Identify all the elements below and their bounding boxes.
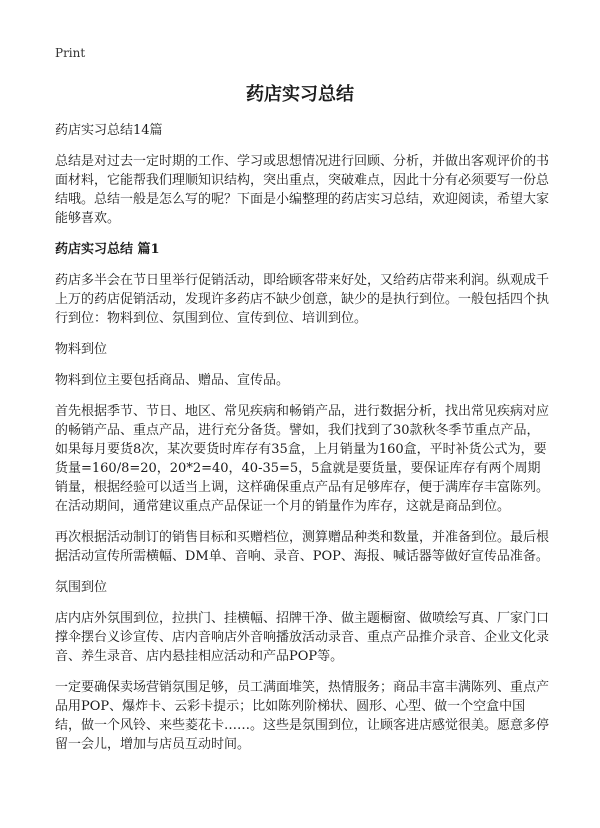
subtitle: 药店实习总结14篇 (55, 123, 163, 138)
page-title: 药店实习总结 (246, 84, 354, 105)
paragraph-service: 一定要确保卖场营销氛围足够，员工满面堆笑，热情服务；商品丰富丰满陈列、重点产品用POP、爆炸卡、云彩卡提示；比如陈列阶梯状、圆形、心型、做一个空盒中国结，做一个风铃、来些菱花卡……。这些是氛围到位，让顾客进店感觉很美。愿意多停留一会儿，增加与店员互动时间。 (55, 680, 550, 752)
paragraph-gifts: 再次根据活动制订的销售目标和买赠档位，测算赠品种类和数量，并准备到位。最后根据活动宣传所需横幅、DM单、音响、录音、POP、海报、喊话器等做好宣传品准备。 (55, 530, 550, 564)
paragraph-stocking: 首先根据季节、节日、地区、常见疾病和畅销产品，进行数据分析，找出常见疾病对应的畅销产品、重点产品，进行充分备货。譬如，我们找到了30款秋冬季节重点产品，如果每月要货8次，某次要货时库存有35盒，上月销量为160盒，平时补货公式为，要货量=160/8=20，20*2=40，40-35=5，5盒就是要货量，要保证库存有两个周期销量，根据经验可以适当上调，这样确保重点产品有足够库存，便于满库存丰富陈列。在活动期间，通常建议重点产品保证一个月的销量作为库存，这就是商品到位。 (55, 404, 550, 514)
intro-paragraph: 总结是对过去一定时期的工作、学习或思想情况进行回顾、分析，并做出客观评价的书面材料，它能帮我们理顺知识结构，突出重点，突破难点，因此十分有必须要写一份总结哦。总结一般是怎么写的呢？下面是小编整理的药店实习总结，欢迎阅读，希望大家能够喜欢。 (55, 154, 550, 226)
section-heading: 药店实习总结 篇1 (55, 242, 160, 257)
paragraph-material: 物料到位主要包括商品、赠品、宣传品。 (55, 373, 290, 388)
paragraph-atmosphere: 店内店外氛围到位，拉拱门、挂横幅、招牌干净、做主题橱窗、做喷绘写真、厂家门口撑伞摆台义诊宣传、店内音响店外音响播放活动录音、重点产品推介录音、企业文化录音、养生录音、店内悬挂相应活动和产品POP等。 (55, 611, 550, 664)
paragraph-promotion: 药店多半会在节日里举行促销活动，即给顾客带来好处，又给药店带来利润。纵观成千上万的药店促销活动，发现许多药店不缺少创意，缺少的是执行到位。一般包括四个执行到位：物料到位、氛围到位、宣传到位、培训到位。 (55, 273, 550, 326)
subheading-material: 物料到位 (55, 342, 108, 357)
print-link[interactable]: Print (55, 46, 86, 60)
subheading-atmosphere: 氛围到位 (55, 580, 108, 595)
document-body (55, 121, 550, 766)
